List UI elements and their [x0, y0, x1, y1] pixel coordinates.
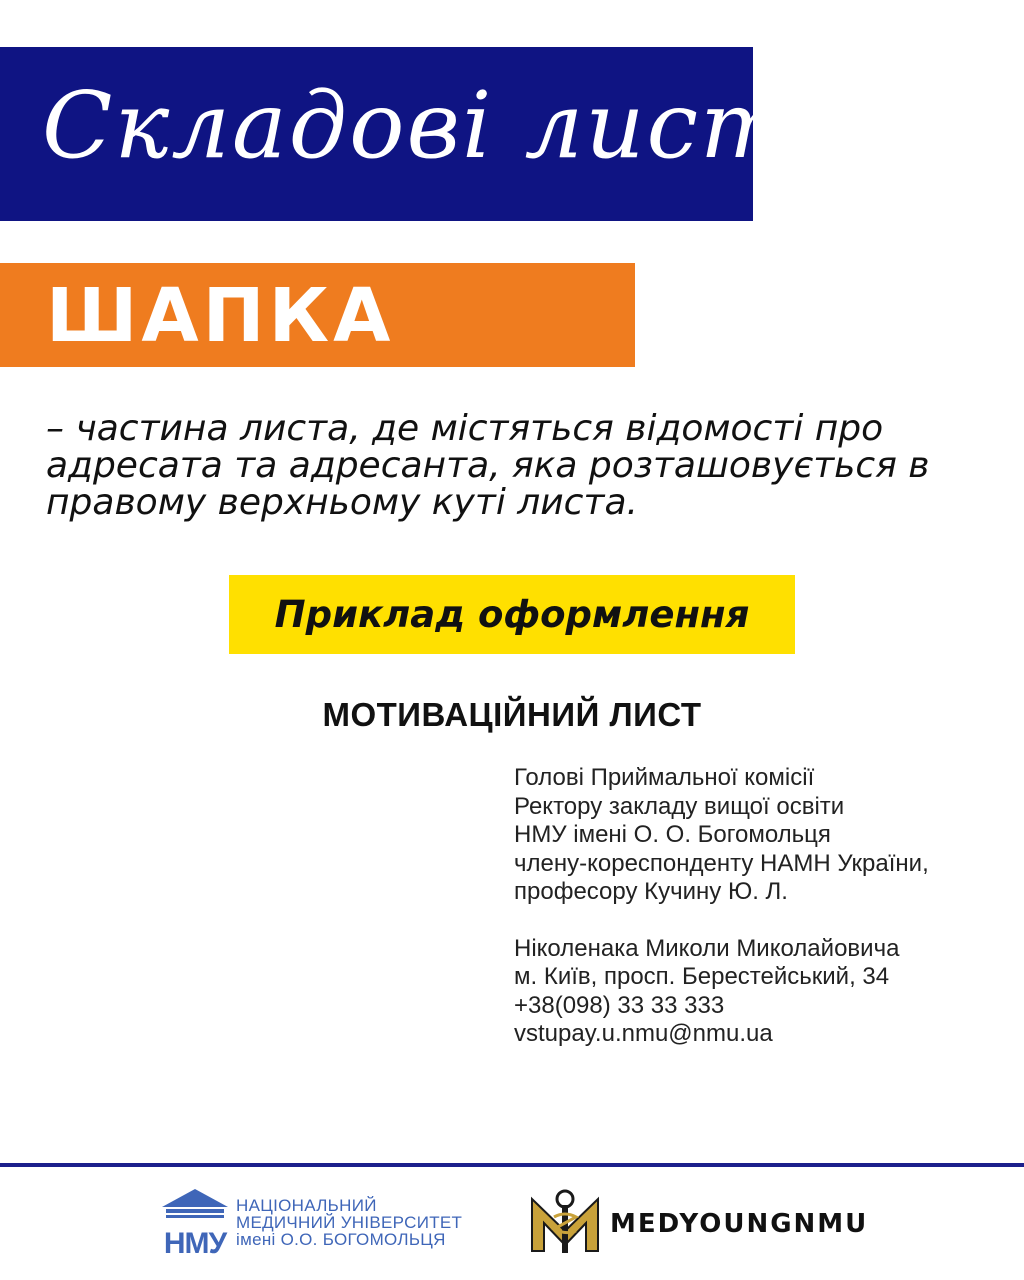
sender-line: +38(098) 33 33 333: [514, 991, 725, 1019]
example-label: Приклад оформлення: [274, 593, 750, 636]
nmu-logo-text: [236, 1197, 462, 1248]
letter-title: МОТИВАЦІЙНИЙ ЛИСТ: [322, 696, 702, 733]
medyoung-emblem-icon: [528, 1187, 602, 1259]
footer-divider: [0, 1163, 1024, 1167]
recipient-line: професору Кучину Ю. Л.: [514, 878, 788, 905]
sender-email: vstupay.u.nmu@nmu.ua: [514, 1020, 773, 1047]
recipient-line: Голові Приймальної комісії: [514, 764, 815, 791]
letter-header-block: [514, 764, 1004, 1049]
nmu-emblem-text: НМУ: [163, 1227, 227, 1259]
section-heading: ШАПКА: [46, 273, 395, 359]
medyoung-name: MEDYOUNGNMU: [610, 1209, 869, 1239]
sender-line: м. Київ, просп. Берестейський, 34: [514, 963, 890, 990]
sender-line: Ніколенака Миколи Миколайовича: [514, 934, 900, 962]
nmu-logo-line: НАЦІОНАЛЬНИЙ: [236, 1196, 377, 1215]
spacer: [514, 907, 1004, 935]
nmu-logo: [160, 1187, 500, 1259]
page-title: Складові листа: [42, 72, 847, 179]
example-badge: [229, 575, 795, 654]
nmu-emblem-icon: [160, 1187, 230, 1259]
recipient-line: Ректору закладу вищої освіти: [514, 792, 845, 820]
medyoung-logo: [528, 1187, 869, 1259]
definition-text: – частина листа, де містяться відомості про адресата та адресанта, яка розташовується в правому верхньому куті листа.: [46, 408, 930, 523]
nmu-logo-line: імені О.О. БОГОМОЛЬЦЯ: [236, 1230, 446, 1249]
nmu-logo-line: МЕДИЧНИЙ УНІВЕРСИТЕТ: [236, 1213, 463, 1232]
recipient-line: члену-кореспонденту НАМН України,: [514, 849, 929, 877]
recipient-line: НМУ імені О. О. Богомольця: [514, 821, 831, 848]
